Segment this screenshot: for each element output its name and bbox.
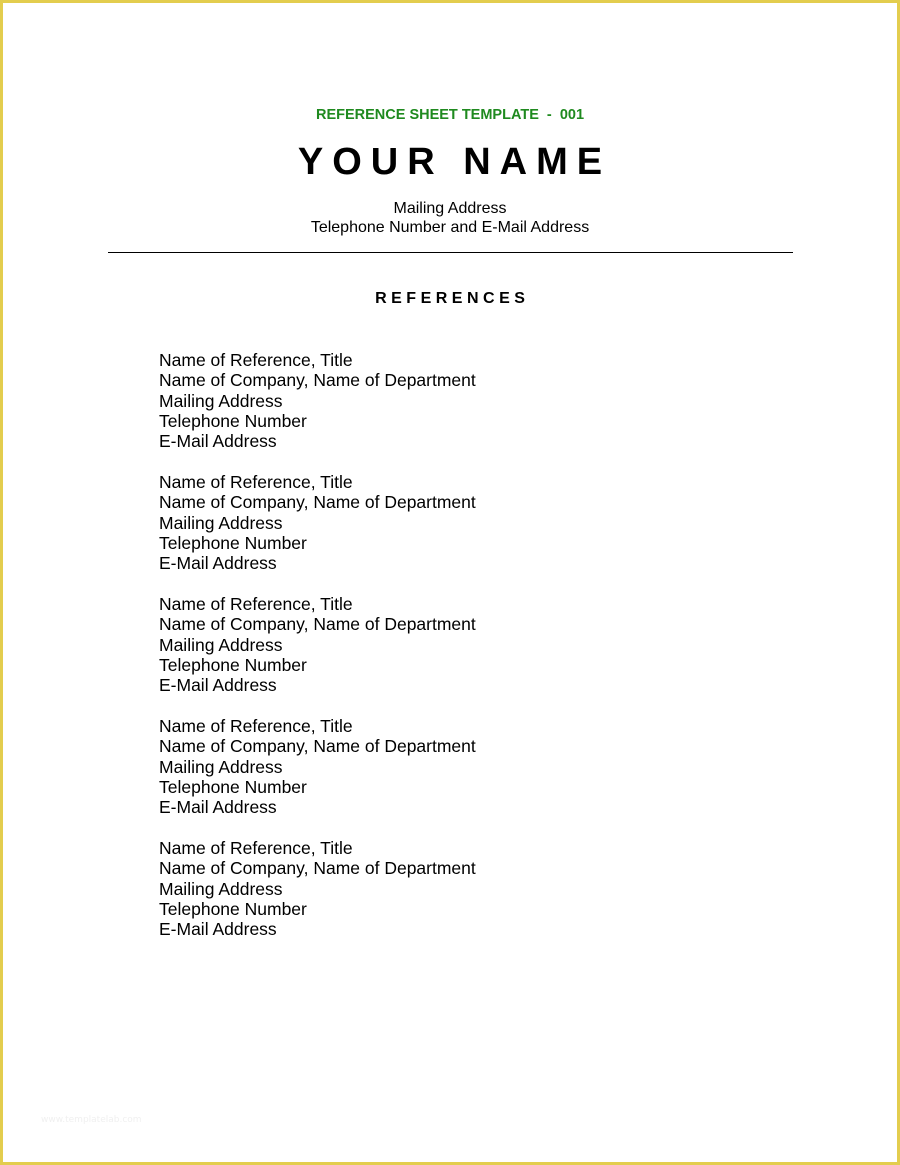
reference-entry <box>159 350 759 451</box>
references-heading: REFERENCES <box>375 290 530 307</box>
reference-email: E-Mail Address <box>159 797 277 818</box>
reference-email: E-Mail Address <box>159 919 277 940</box>
header-mailing-address: Mailing Address <box>393 200 507 217</box>
reference-entry <box>159 716 759 817</box>
header-contact-line: Telephone Number and E-Mail Address <box>310 219 590 236</box>
reference-telephone: Telephone Number <box>159 532 307 553</box>
reference-telephone: Telephone Number <box>159 654 307 675</box>
reference-email: E-Mail Address <box>159 553 277 574</box>
reference-email: E-Mail Address <box>159 431 277 452</box>
reference-entry <box>159 594 759 695</box>
reference-company-department: Name of Company, Name of Department <box>159 858 476 879</box>
reference-mailing-address: Mailing Address <box>159 878 283 899</box>
reference-name-title: Name of Reference, Title <box>159 593 353 614</box>
reference-name-title: Name of Reference, Title <box>159 837 353 858</box>
reference-name-title: Name of Reference, Title <box>159 715 353 736</box>
reference-mailing-address: Mailing Address <box>159 390 283 411</box>
reference-email: E-Mail Address <box>159 675 277 696</box>
reference-mailing-address: Mailing Address <box>159 634 283 655</box>
reference-telephone: Telephone Number <box>159 898 307 919</box>
reference-telephone: Telephone Number <box>159 410 307 431</box>
reference-list <box>159 350 759 960</box>
your-name-heading: YOUR NAME <box>297 141 612 183</box>
reference-mailing-address: Mailing Address <box>159 512 283 533</box>
reference-mailing-address: Mailing Address <box>159 756 283 777</box>
reference-company-department: Name of Company, Name of Department <box>159 370 476 391</box>
reference-company-department: Name of Company, Name of Department <box>159 614 476 635</box>
header-divider <box>108 252 793 253</box>
reference-entry <box>159 838 759 939</box>
reference-company-department: Name of Company, Name of Department <box>159 492 476 513</box>
watermark-text: www.templatelab.com <box>41 1115 142 1125</box>
reference-name-title: Name of Reference, Title <box>159 350 353 370</box>
reference-company-department: Name of Company, Name of Department <box>159 736 476 757</box>
reference-entry <box>159 472 759 573</box>
template-label: REFERENCE SHEET TEMPLATE - 001 <box>315 107 585 123</box>
reference-telephone: Telephone Number <box>159 776 307 797</box>
reference-name-title: Name of Reference, Title <box>159 471 353 492</box>
